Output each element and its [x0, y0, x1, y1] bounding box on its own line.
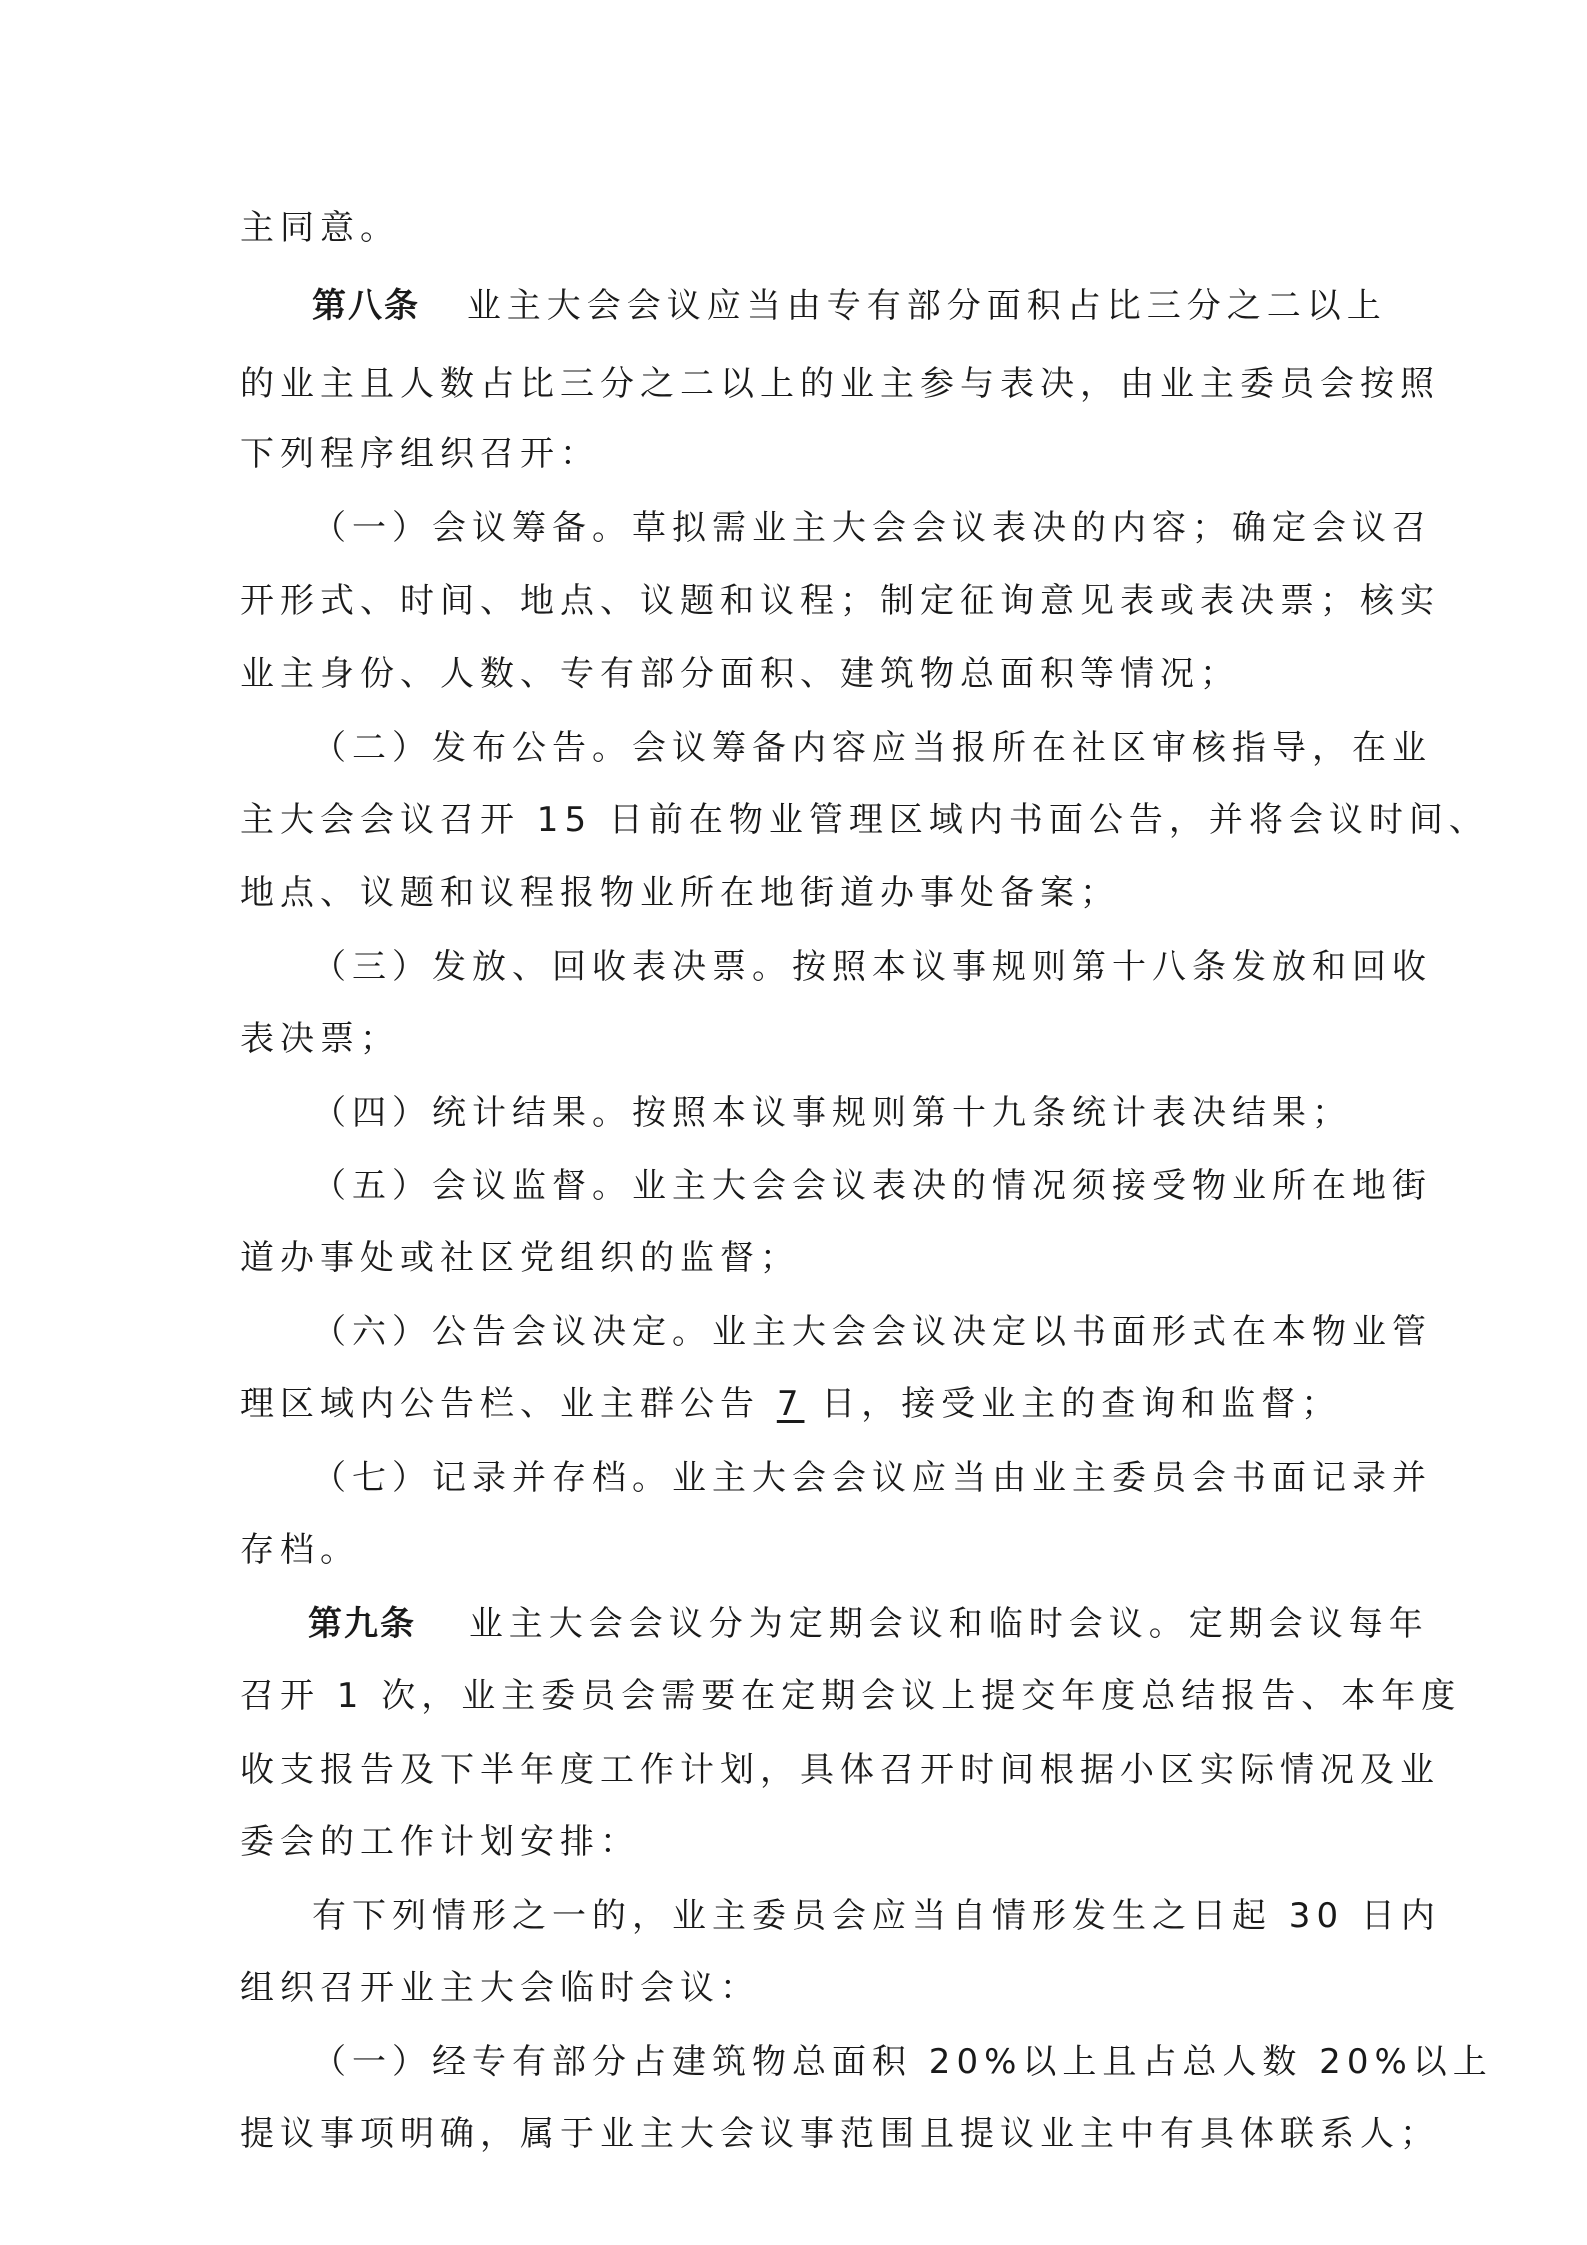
article-8-label: 第八条 [312, 286, 420, 326]
text-span: 日，接受业主的查询和监督； [804, 1384, 1342, 1424]
text-line: （一）经专有部分占建筑物总面积 20%以上且占总人数 20%以上 [312, 2042, 1493, 2082]
text-line: 组织召开业主大会临时会议： [240, 1968, 760, 2008]
text-line: 的业主且人数占比三分之二以上的业主参与表决，由业主委员会按照 [240, 364, 1440, 404]
text-line: 道办事处或社区党组织的监督； [240, 1238, 800, 1278]
text-line: 地点、议题和议程报物业所在地街道办事处备案； [240, 873, 1120, 913]
text-line: （七）记录并存档。业主大会会议应当由业主委员会书面记录并 [312, 1458, 1432, 1498]
text-span: 业主大会会议应当由专有部分面积占比三分之二以上 [466, 286, 1387, 326]
text-line: （四）统计结果。按照本议事规则第十九条统计表决结果； [312, 1093, 1352, 1133]
text-line: （五）会议监督。业主大会会议表决的情况须接受物业所在地街 [312, 1166, 1432, 1206]
article-9-heading-line [308, 1604, 1429, 1644]
text-line: 表决票； [240, 1019, 400, 1059]
text-span: 业主大会会议分为定期会议和临时会议。定期会议每年 [468, 1604, 1429, 1644]
text-span: 理区域内公告栏、业主群公告 [240, 1384, 777, 1424]
text-line: （三）发放、回收表决票。按照本议事规则第十八条发放和回收 [312, 947, 1432, 987]
underlined-days-value: 7 [776, 1384, 805, 1424]
text-line: 业主身份、人数、专有部分面积、建筑物总面积等情况； [240, 654, 1240, 694]
text-line: 存档。 [240, 1530, 360, 1570]
text-line: 收支报告及下半年度工作计划，具体召开时间根据小区实际情况及业 [240, 1750, 1440, 1790]
text-line-with-underline [240, 1384, 1341, 1424]
text-line: 委会的工作计划安排： [240, 1822, 640, 1862]
text-line: 召开 1 次，业主委员会需要在定期会议上提交年度总结报告、本年度 [240, 1676, 1462, 1716]
text-line: 有下列情形之一的，业主委员会应当自情形发生之日起 30 日内 [312, 1896, 1441, 1936]
text-line: 主大会会议召开 15 日前在物业管理区域内书面公告，并将会议时间、 [240, 800, 1489, 840]
article-8-heading-line [312, 286, 1387, 326]
text-line: （六）公告会议决定。业主大会会议决定以书面形式在本物业管 [312, 1312, 1432, 1352]
text-line: 下列程序组织召开： [240, 434, 600, 474]
text-line: 提议事项明确，属于业主大会议事范围且提议业主中有具体联系人； [240, 2114, 1440, 2154]
article-9-label: 第九条 [308, 1604, 416, 1644]
text-line: （二）发布公告。会议筹备内容应当报所在社区审核指导，在业 [312, 728, 1432, 768]
text-line: 主同意。 [240, 208, 400, 248]
text-line: 开形式、时间、地点、议题和议程；制定征询意见表或表决票；核实 [240, 581, 1440, 621]
text-line: （一）会议筹备。草拟需业主大会会议表决的内容；确定会议召 [312, 508, 1432, 548]
